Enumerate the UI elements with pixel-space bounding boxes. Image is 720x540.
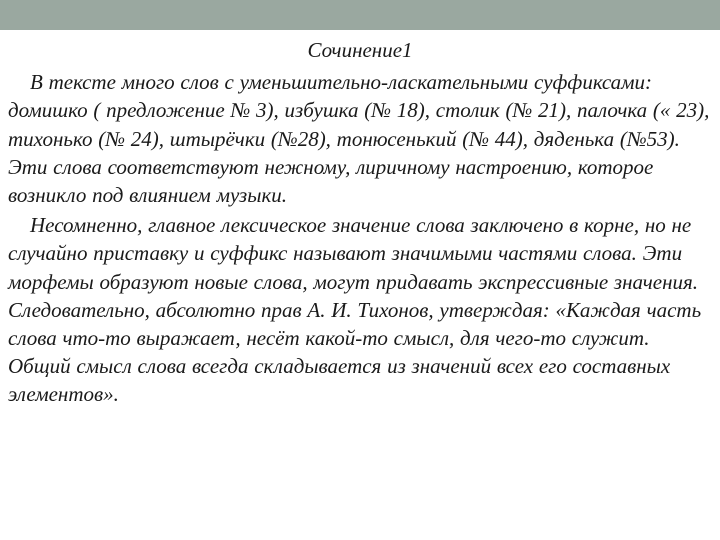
top-banner-bar [0, 0, 720, 30]
paragraph-1: В тексте много слов с уменьшительно-ласкательными суффиксами: домишко ( предложение № 3), избушка (№ 18), столик (№ 21), палочка (« 23), тихонько (№ 24), штырёчки (№28), тонюсенький (№ 44), дяденька (№53). Эти слова соответствуют нежному, лиричному настроению, которое возникло под влиянием музыки. [8, 70, 710, 208]
document-title: Сочинение1 [307, 38, 413, 62]
document-body [8, 30, 712, 409]
paragraph-2: Несомненно, главное лексическое значение слова заключено в корне, но не случайно приставку и суффикс называют значимыми частями слова. Эти морфемы образуют новые слова, могут придавать экспрессивные значения. Следовательно, абсолютно прав А. И. Тихонов, утверждая: «Каждая часть слова что-то выражает, несёт какой-то смысл, для чего-то служит. Общий смысл слова всегда складывается из значений всех его составных элементов». [8, 213, 702, 407]
